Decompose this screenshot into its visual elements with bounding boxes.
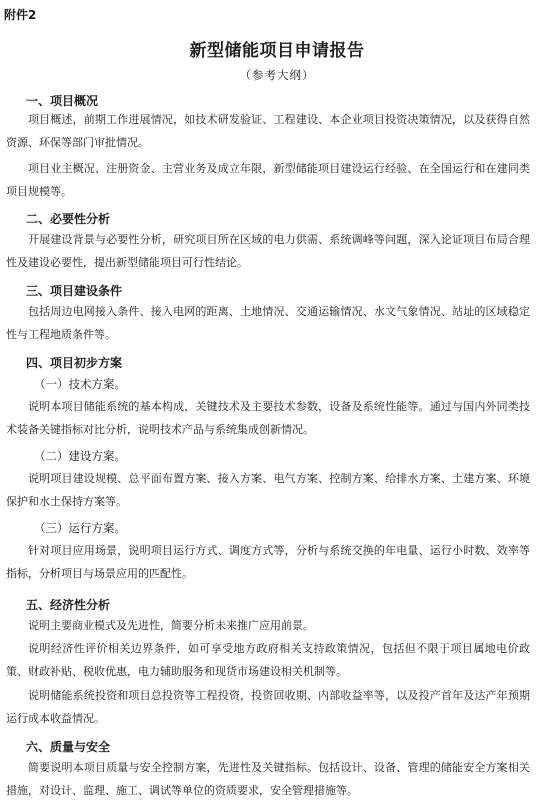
- section-heading-quality-safety: 六、质量与安全: [26, 740, 111, 754]
- paragraph-quality-safety: 简要说明本项目质量与安全控制方案，先进性及关键指标。包括设计、设备、管理的储能安全方案相关措施，对设计、监理、施工、调试等单位的资质要求，安全管理措施等。: [6, 761, 530, 797]
- paragraph-necessity: 开展建设背景与必要性分析，研究项目所在区域的电力供需、系统调峰等问题，深入论证项目布局合理性及建设必要性，提出新型储能项目可行性结论。: [6, 233, 530, 269]
- document-subtitle: （参考大纲）: [239, 68, 315, 82]
- document-title: 新型储能项目申请报告: [189, 41, 365, 61]
- section-heading-economics: 五、经济性分析: [26, 598, 111, 612]
- subheading-technical: （一）技术方案。: [34, 377, 126, 391]
- section-heading-conditions: 三、项目建设条件: [26, 284, 123, 298]
- paragraph-economics-1: 说明主要商业模式及先进性，简要分析未来推广应用前景。: [28, 619, 314, 632]
- paragraph-construction: 说明项目建设规模、总平面布置方案、接入方案、电气方案、控制方案、给排水方案、土建方案、环境保护和水土保持方案等。: [6, 472, 530, 508]
- section-heading-overview: 一、项目概况: [26, 94, 99, 108]
- paragraph-economics-3: 说明储能系统投资和项目总投资等工程投资，投资回收期、内部收益率等，以及投产首年及达产年预期运行成本收益情况。: [6, 689, 530, 725]
- section-heading-plan: 四、项目初步方案: [26, 356, 123, 370]
- paragraph-conditions: 包括周边电网接入条件、接入电网的距离、土地情况、交通运输情况、水文气象情况、站址的区域稳定性与工程地质条件等。: [6, 305, 530, 341]
- paragraph-overview-1: 项目概述，前期工作进展情况，如技术研发验证、工程建设、本企业项目投资决策情况，以及获得自然资源、环保等部门审批情况。: [6, 113, 530, 149]
- paragraph-operation: 针对项目应用场景，说明项目运行方式、调度方式等，分析与系统交换的年电量、运行小时数、效率等指标，分析项目与场景应用的匹配性。: [6, 544, 530, 580]
- attachment-label: 附件2: [4, 8, 37, 22]
- subheading-construction: （二）建设方案。: [34, 449, 126, 463]
- subheading-operation: （三）运行方案。: [34, 521, 126, 535]
- paragraph-overview-2: 项目业主概况、注册资金、主营业务及成立年限，新型储能项目建设运行经验、在全国运行和在建同类项目规模等。: [6, 162, 530, 198]
- paragraph-technical: 说明本项目储能系统的基本构成，关键技术及主要技术参数，设备及系统性能等。通过与国内外同类技术装备关键指标对比分析，说明技术产品与系统集成创新情况。: [6, 400, 530, 436]
- paragraph-economics-2: 说明经济性评价相关边界条件，如可享受地方政府相关支持政策情况，包括但不限于项目属地电价政策、财政补贴、税收优惠，电力辅助服务和现货市场建设相关机制等。: [6, 642, 530, 678]
- section-heading-necessity: 二、必要性分析: [26, 212, 111, 226]
